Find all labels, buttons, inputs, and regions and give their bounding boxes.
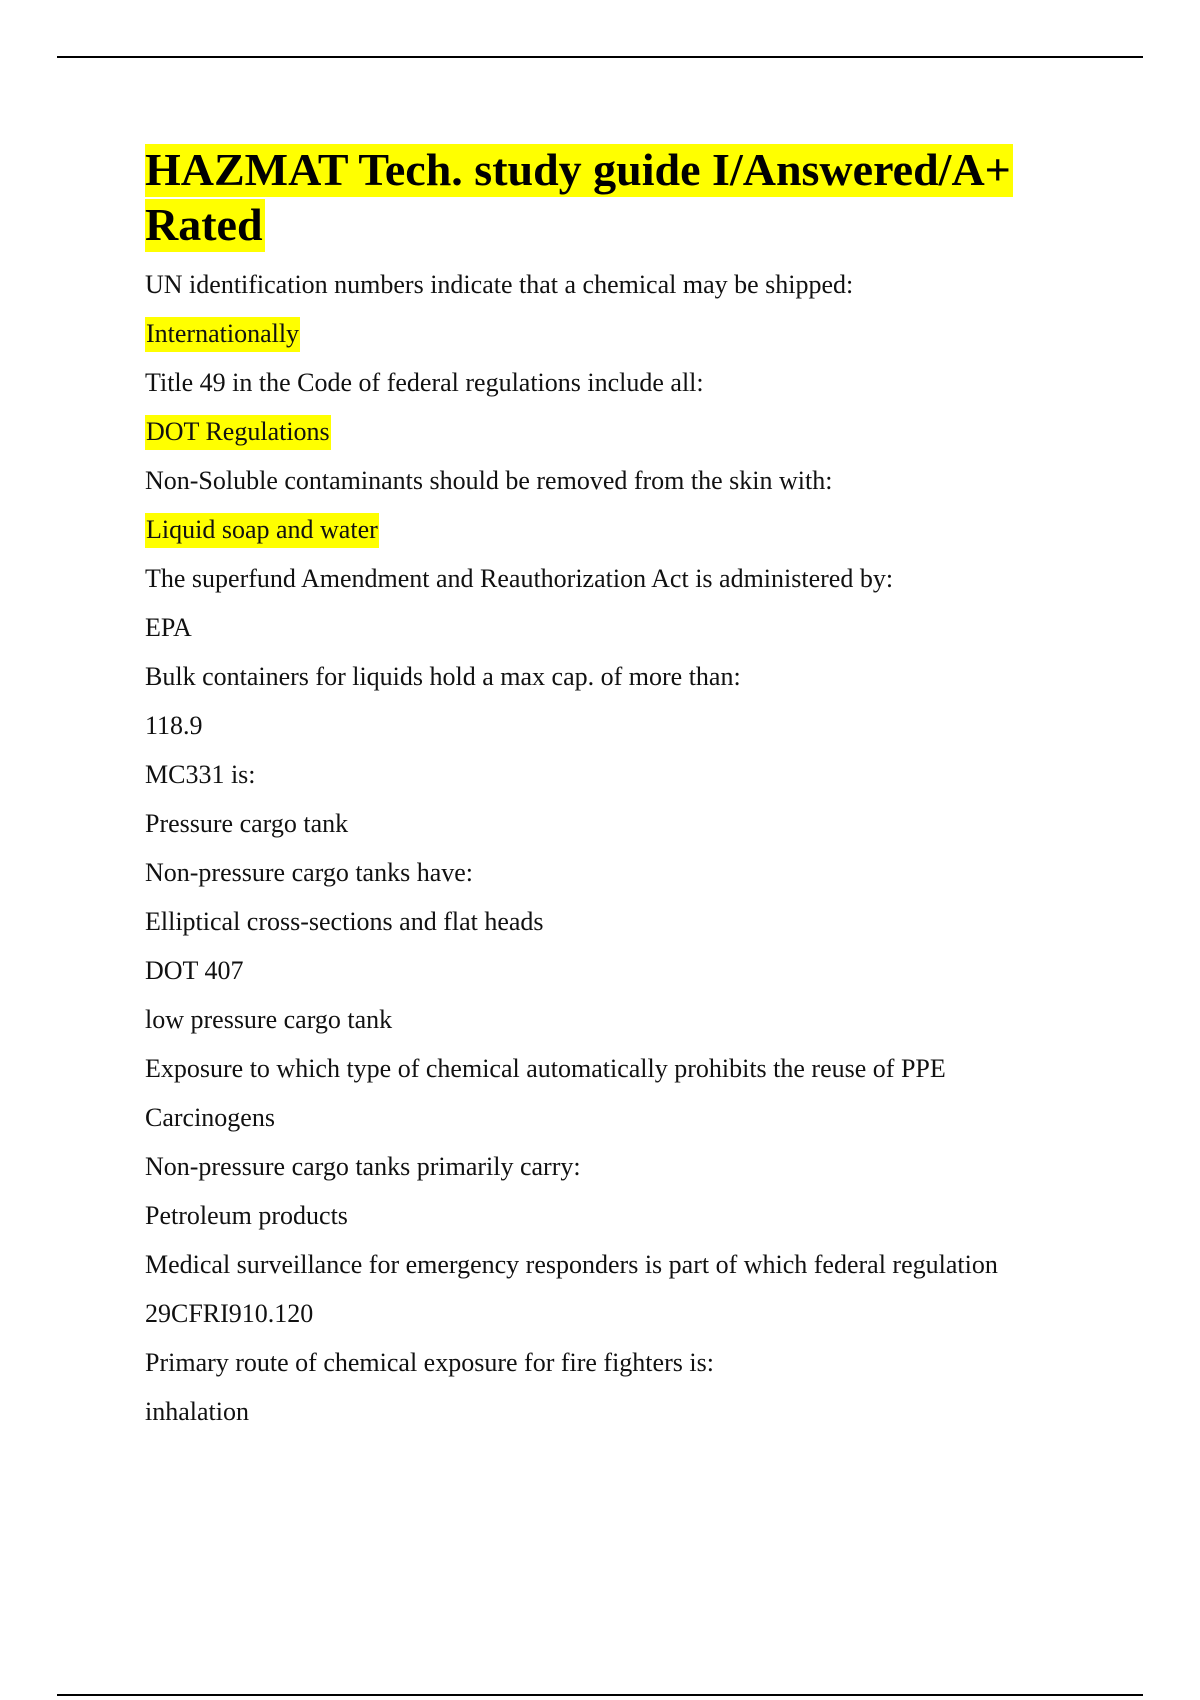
question-text: Non-pressure cargo tanks have: (145, 858, 474, 887)
question-text: Medical surveillance for emergency responders is part of which federal regulation (145, 1250, 998, 1279)
question-text: The superfund Amendment and Reauthorization Act is administered by: (145, 564, 894, 593)
answer-line (145, 1005, 1095, 1054)
answer-line (145, 809, 1095, 858)
qa-list (145, 270, 1095, 1446)
answer-text: Petroleum products (145, 1201, 348, 1230)
answer-text-highlighted: Liquid soap and water (145, 513, 379, 548)
question-text: Bulk containers for liquids hold a max cap. of more than: (145, 662, 741, 691)
answer-line (145, 1103, 1095, 1152)
document-title (145, 142, 1095, 252)
answer-text: inhalation (145, 1397, 249, 1426)
question-text: Primary route of chemical exposure for fire fighters is: (145, 1348, 714, 1377)
question-text: Non-Soluble contaminants should be removed from the skin with: (145, 466, 833, 495)
answer-text-highlighted: DOT Regulations (145, 415, 331, 450)
document-title-text: HAZMAT Tech. study guide I/Answered/A+ Rated (145, 144, 1011, 250)
answer-line (145, 319, 1095, 368)
bottom-rule (57, 1694, 1143, 1696)
question-text: Non-pressure cargo tanks primarily carry: (145, 1152, 581, 1181)
answer-line (145, 613, 1095, 662)
answer-line (145, 1397, 1095, 1446)
answer-text: 118.9 (145, 711, 203, 740)
question-text: Exposure to which type of chemical automatically prohibits the reuse of PPE (145, 1054, 946, 1083)
answer-line (145, 515, 1095, 564)
question-text: UN identification numbers indicate that a chemical may be shipped: (145, 270, 854, 299)
question-text: Title 49 in the Code of federal regulations include all: (145, 368, 704, 397)
question-text: DOT 407 (145, 956, 244, 985)
answer-line (145, 1201, 1095, 1250)
answer-line (145, 711, 1095, 760)
answer-line (145, 417, 1095, 466)
question-text: MC331 is: (145, 760, 256, 789)
answer-text-highlighted: Internationally (145, 317, 300, 352)
answer-line (145, 1299, 1095, 1348)
answer-text: EPA (145, 613, 192, 642)
answer-text: 29CFRI910.120 (145, 1299, 314, 1328)
answer-text: low pressure cargo tank (145, 1005, 393, 1034)
top-rule (57, 56, 1143, 58)
answer-line (145, 907, 1095, 956)
document-body (145, 142, 1095, 1446)
answer-text: Carcinogens (145, 1103, 275, 1132)
answer-text: Pressure cargo tank (145, 809, 349, 838)
answer-text: Elliptical cross-sections and flat heads (145, 907, 544, 936)
